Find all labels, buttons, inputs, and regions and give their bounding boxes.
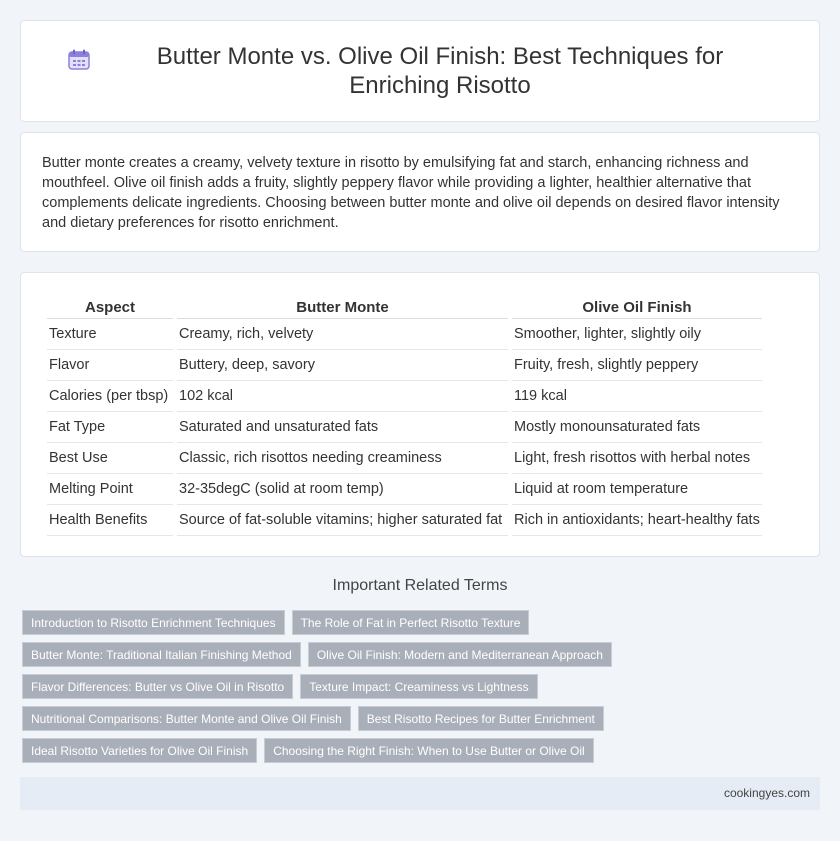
- table-cell-butter: 102 kcal: [177, 381, 508, 412]
- table-row: [47, 443, 762, 474]
- table-cell-olive: Light, fresh risottos with herbal notes: [512, 443, 762, 474]
- intro-paragraph: Butter monte creates a creamy, velvety texture in risotto by emulsifying fat and starch, enhancing richness and mouthfeel. Olive oil finish adds a fruity, slightly peppery flavor while providing a lighter, healthier alternative that complements delicate ingredients. Choosing between butter monte and olive oil depends on desired flavor intensity and dietary preferences for risotto enrichment.: [42, 155, 780, 231]
- table-cell-butter: Creamy, rich, velvety: [177, 319, 508, 350]
- table-cell-butter: 32-35degC (solid at room temp): [177, 474, 508, 505]
- table-cell-olive: 119 kcal: [512, 381, 762, 412]
- header-olive-oil-finish: Olive Oil Finish: [512, 295, 762, 319]
- table-row: [47, 381, 762, 412]
- page-title: Butter Monte vs. Olive Oil Finish: Best Techniques for Enriching Risotto: [156, 43, 724, 99]
- table-cell-aspect: Health Benefits: [47, 505, 173, 536]
- table-cell-aspect: Fat Type: [47, 412, 173, 443]
- table-cell-olive: Fruity, fresh, slightly peppery: [512, 350, 762, 381]
- header-butter-monte: Butter Monte: [177, 295, 508, 319]
- footer-site-link[interactable]: cookingyes.com: [723, 786, 810, 800]
- table-cell-butter: Source of fat-soluble vitamins; higher saturated fat: [177, 505, 508, 536]
- term-tag[interactable]: Best Risotto Recipes for Butter Enrichment: [358, 706, 604, 731]
- table-row: [47, 474, 762, 505]
- term-tag[interactable]: Texture Impact: Creaminess vs Lightness: [300, 674, 537, 699]
- title-wrap: [21, 21, 819, 121]
- table-cell-butter: Saturated and unsaturated fats: [177, 412, 508, 443]
- table-row: [47, 412, 762, 443]
- table-cell-olive: Mostly monounsaturated fats: [512, 412, 762, 443]
- term-tag[interactable]: Ideal Risotto Varieties for Olive Oil Finish: [22, 738, 257, 763]
- comparison-table: [43, 295, 766, 536]
- table-cell-aspect: Best Use: [47, 443, 173, 474]
- title-card: [20, 20, 820, 122]
- intro-card: [20, 132, 820, 252]
- table-cell-olive: Liquid at room temperature: [512, 474, 762, 505]
- table-cell-aspect: Melting Point: [47, 474, 173, 505]
- table-cell-butter: Classic, rich risottos needing creaminess: [177, 443, 508, 474]
- term-tag[interactable]: Olive Oil Finish: Modern and Mediterranean Approach: [308, 642, 612, 667]
- table-cell-olive: Rich in antioxidants; heart-healthy fats: [512, 505, 762, 536]
- comparison-card: [20, 272, 820, 557]
- table-cell-aspect: Flavor: [47, 350, 173, 381]
- table-cell-butter: Buttery, deep, savory: [177, 350, 508, 381]
- table-header-row: [47, 295, 762, 319]
- table-row: [47, 350, 762, 381]
- term-tag[interactable]: Flavor Differences: Butter vs Olive Oil in Risotto: [22, 674, 293, 699]
- term-tag[interactable]: Butter Monte: Traditional Italian Finishing Method: [22, 642, 301, 667]
- related-terms-list: [22, 610, 822, 770]
- table-cell-aspect: Calories (per tbsp): [47, 381, 173, 412]
- table-row: [47, 505, 762, 536]
- term-tag[interactable]: The Role of Fat in Perfect Risotto Texture: [292, 610, 530, 635]
- footer-bar: [20, 777, 820, 810]
- table-cell-aspect: Texture: [47, 319, 173, 350]
- table-row: [47, 319, 762, 350]
- header-aspect: Aspect: [47, 295, 173, 319]
- term-tag[interactable]: Choosing the Right Finish: When to Use Butter or Olive Oil: [264, 738, 593, 763]
- related-terms-heading: Important Related Terms: [332, 577, 508, 594]
- table-cell-olive: Smoother, lighter, slightly oily: [512, 319, 762, 350]
- term-tag[interactable]: Introduction to Risotto Enrichment Techniques: [22, 610, 285, 635]
- term-tag[interactable]: Nutritional Comparisons: Butter Monte and Olive Oil Finish: [22, 706, 351, 731]
- calendar-icon: [67, 49, 91, 71]
